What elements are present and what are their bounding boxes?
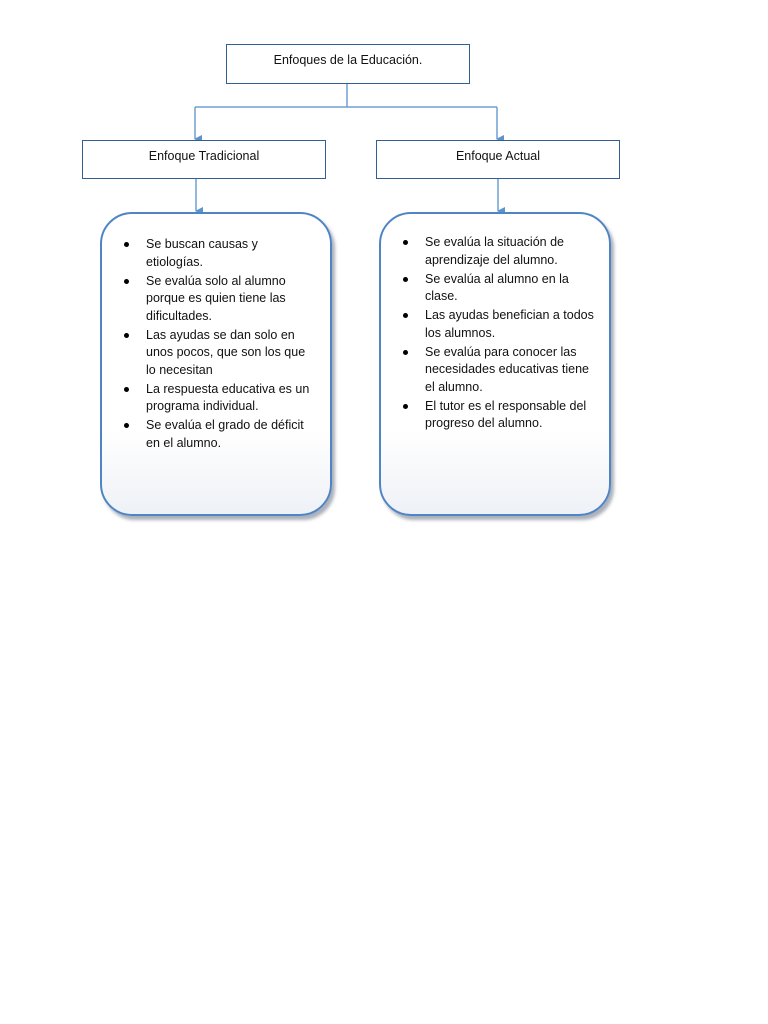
list-item: El tutor es el responsable del progreso del alumno.	[425, 398, 601, 433]
list-item: Se evalúa la situación de aprendizaje del alumno.	[425, 234, 601, 269]
list-item: Las ayudas se dan solo en unos pocos, que son los que lo necesitan	[146, 327, 316, 380]
right-bullet-list	[425, 234, 601, 434]
right-detail-panel	[379, 212, 611, 516]
right-branch-node	[376, 140, 620, 179]
root-node-label: Enfoques de la Educación.	[273, 53, 423, 67]
left-branch-node	[82, 140, 326, 179]
list-item: Se evalúa el grado de déficit en el alumno.	[146, 417, 316, 452]
list-item: Se buscan causas y etiologías.	[146, 236, 316, 271]
list-item: La respuesta educativa es un programa individual.	[146, 381, 316, 416]
left-bullet-list	[146, 236, 316, 454]
right-branch-label: Enfoque Actual	[455, 149, 541, 163]
left-branch-label: Enfoque Tradicional	[148, 149, 260, 163]
left-detail-panel	[100, 212, 332, 516]
list-item: Se evalúa solo al alumno porque es quien tiene las dificultades.	[146, 273, 316, 326]
list-item: Se evalúa para conocer las necesidades educativas tiene el alumno.	[425, 344, 601, 397]
root-node	[226, 44, 470, 84]
list-item: Las ayudas benefician a todos los alumnos.	[425, 307, 601, 342]
list-item: Se evalúa al alumno en la clase.	[425, 271, 601, 306]
